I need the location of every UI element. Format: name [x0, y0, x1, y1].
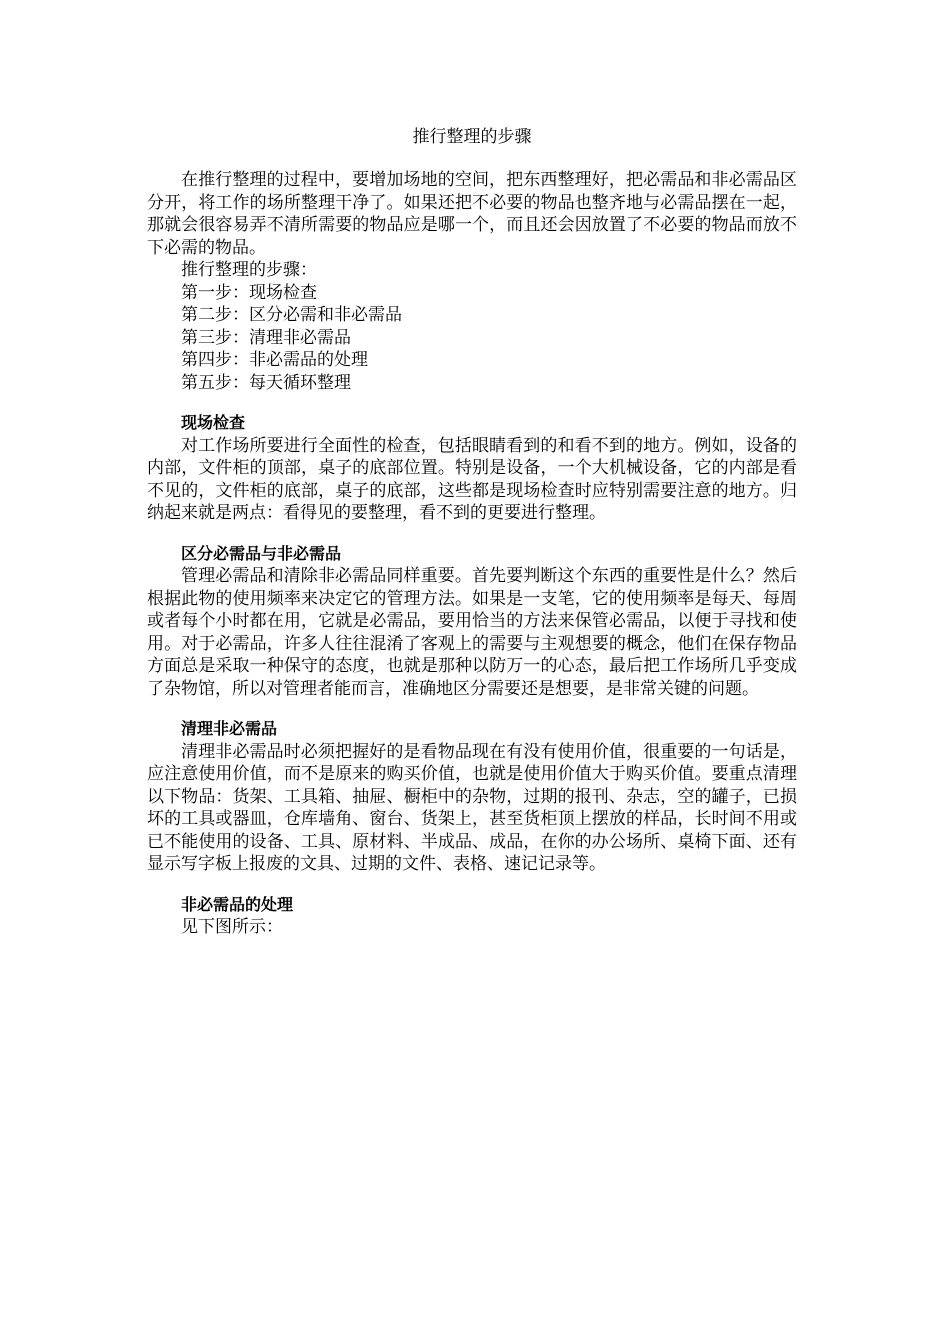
section-body: 见下图所示：: [181, 917, 283, 937]
intro-paragraph: 在推行整理的过程中，要增加场地的空间，把东西整理好，把必需品和非必需品区分开，将工作的场所整理干净了。如果还把不必要的物品也整齐地与必需品摆在一起，那就会很容易弄不清所需要的物品应是哪一个，而且还会因放置了不必要的物品而放不下必需的物品。: [147, 170, 797, 258]
steps-label: 推行整理的步骤：: [181, 260, 317, 280]
section-body: 管理必需品和清除非必需品同样重要。首先要判断这个东西的重要性是什么？然后根据此物的使用频率来决定它的管理方法。如果是一支笔，它的使用频率是每天、每周或者每个小时都在用，它就是必需品，要用恰当的方法来保管必需品，以便于寻找和使用。对于必需品，许多人往往混淆了客观上的需要与主观想要的概念，他们在保存物品方面总是采取一种保守的态度，也就是那种以防万一的心态，最后把工作场所几乎变成了杂物馆，所以对管理者能而言，准确地区分需要还是想要，是非常关键的问题。: [147, 566, 797, 699]
section-handle-unneeded: [147, 894, 797, 939]
steps-list: [147, 282, 797, 395]
step-item: 第一步：现场检查: [181, 282, 317, 303]
document-page: [147, 125, 797, 939]
section-clear-unneeded: [147, 718, 797, 876]
section-heading: 非必需品的处理: [181, 894, 294, 914]
section-heading: 现场检查: [181, 413, 246, 432]
section-heading: 区分必需品与非必需品: [181, 543, 342, 563]
step-item: 第二步：区分必需和非必需品: [181, 305, 402, 325]
step-item: 第四步：非必需品的处理: [181, 350, 368, 370]
section-site-inspection: [147, 412, 797, 525]
step-item: 第五步：每天循环整理: [181, 372, 351, 393]
section-body: 清理非必需品时必须把握好的是看物品现在有没有使用价值，很重要的一句话是，应注意使用价值，而不是原来的购买价值，也就是使用价值大于购买价值。要重点清理以下物品：货架、工具箱、抽屉、橱柜中的杂物，过期的报刊、杂志，空的罐子，已损坏的工具或器皿，仓库墙角、窗台、货架上，甚至货柜顶上摆放的样品，长时间不用或已不能使用的设备、工具、原材料、半成品、成品，在你的办公场所、桌椅下面、还有显示写字板上报废的文具、过期的文件、表格、速记记录等。: [147, 741, 797, 874]
section-body: 对工作场所要进行全面性的检查，包括眼睛看到的和看不到的地方。例如，设备的内部，文件柜的顶部，桌子的底部位置。特别是设备，一个大机械设备，它的内部是看不见的，文件柜的底部，桌子的底部，这些都是现场检查时应特别需要注意的地方。归纳起来就是两点：看得见的要整理，看不到的更要进行整理。: [147, 435, 797, 523]
section-distinguish-items: [147, 543, 797, 701]
section-heading: 清理非必需品: [181, 719, 278, 738]
document-title: 推行整理的步骤: [412, 127, 532, 147]
step-item: 第三步：清理非必需品: [181, 327, 351, 348]
